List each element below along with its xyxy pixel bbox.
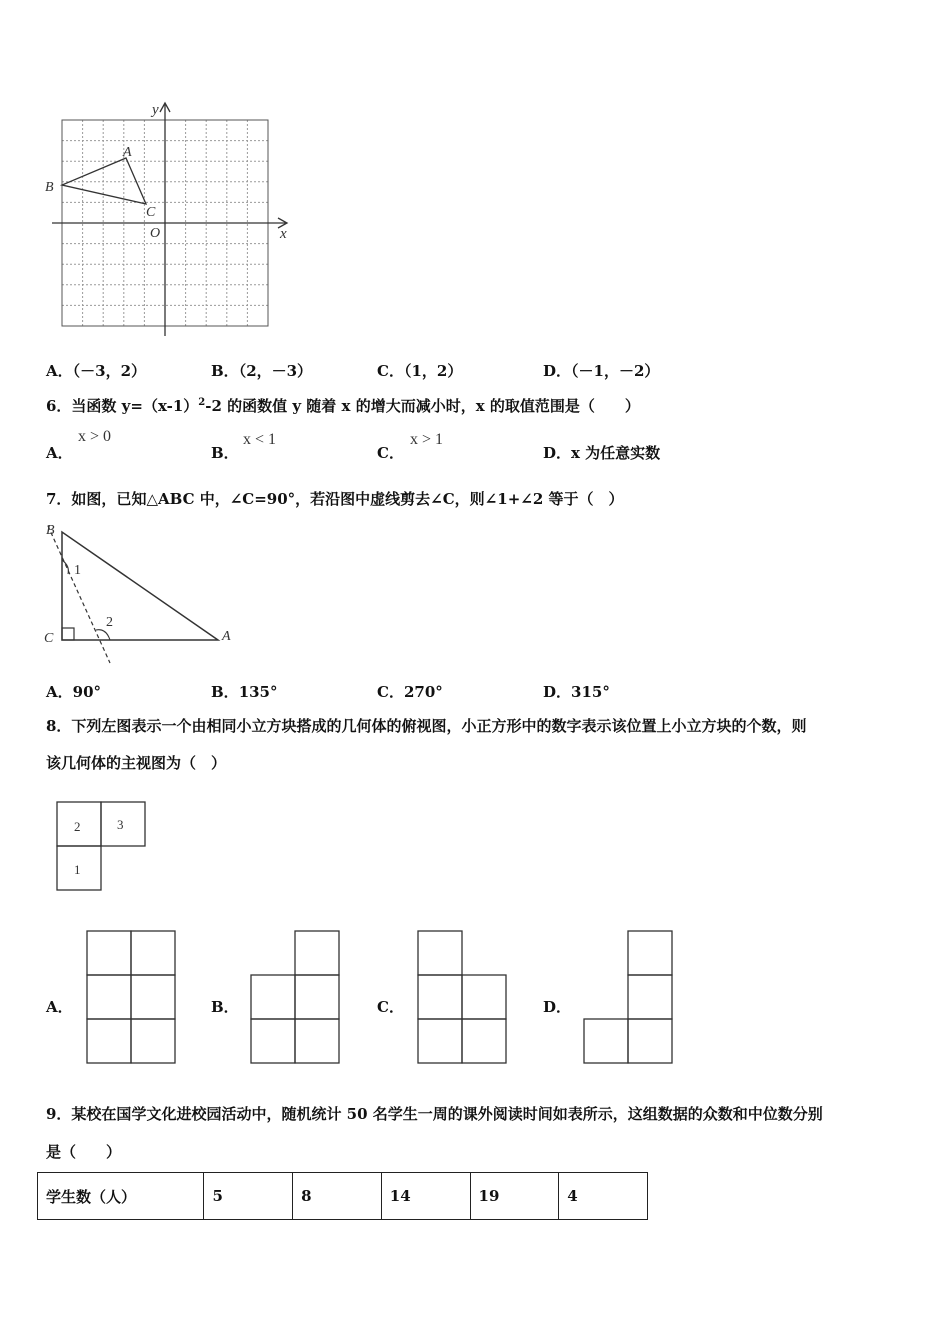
option-letter: B． <box>211 362 239 380</box>
q8-option-d[interactable] <box>543 996 571 1017</box>
value-cell: 5 <box>204 1173 293 1220</box>
q5-option-b[interactable] <box>211 360 312 381</box>
option-letter: C． <box>377 998 404 1016</box>
q6-option-b[interactable] <box>211 442 239 463</box>
q8-option-c[interactable] <box>377 996 404 1017</box>
option-text: （2，－3） <box>238 362 313 380</box>
option-letter: A． <box>46 362 73 380</box>
q8-stem-line1: 8．下列左图表示一个由相同小立方块搭成的几何体的俯视图，小正方形中的数字表示该位置上小立方块的个数，则 <box>46 717 807 735</box>
option-text: x 为任意实数 <box>571 444 661 462</box>
angle-1-arc <box>62 560 68 574</box>
triangle-abc <box>62 158 146 204</box>
option-text: 270° <box>403 683 443 701</box>
q6-option-d[interactable] <box>543 442 660 463</box>
angle-2-arc <box>96 630 110 640</box>
option-letter: B． <box>211 998 239 1016</box>
option-letter: D． <box>543 998 572 1016</box>
q6-option-c[interactable] <box>377 442 404 463</box>
option-letter: C． <box>377 362 404 380</box>
q6-option-c-math: x > 1 <box>410 431 444 448</box>
cut-dashed-line <box>48 526 110 663</box>
option-letter: D． <box>543 683 572 701</box>
angle-1-label: 1 <box>74 563 81 578</box>
q9-stem-line1: 9．某校在国学文化进校园活动中，随机统计 50 名学生一周的课外阅读时间如表所示，这组数据的众数和中位数分别 <box>46 1105 823 1123</box>
q8-top-view <box>55 800 150 892</box>
option-letter: C． <box>377 444 404 462</box>
q8-stem-line2: 该几何体的主视图为（ ） <box>46 754 227 772</box>
option-text: 90° <box>72 683 102 701</box>
q7-triangle-figure <box>40 518 245 668</box>
vertex-c-label: C <box>44 631 54 646</box>
option-letter: C． <box>377 683 404 701</box>
right-angle-mark <box>62 628 74 640</box>
q7-option-c[interactable] <box>377 681 443 702</box>
q9-stem-line2: 是（ ） <box>46 1143 122 1161</box>
q8-option-b[interactable] <box>211 996 239 1017</box>
option-text: （－1，－2） <box>571 362 660 380</box>
q8-option-d-view[interactable] <box>582 929 674 1064</box>
q6-stem-after: -2 的函数值 y 随着 x 的增大而减小时，x 的取值范围是（ ） <box>205 397 640 415</box>
q8-option-a[interactable] <box>46 996 73 1017</box>
vertex-b-label: B <box>46 523 55 538</box>
option-letter: A． <box>46 998 73 1016</box>
q5-coordinate-figure <box>40 98 300 343</box>
option-text: （1，2） <box>403 362 463 380</box>
angle-2-label: 2 <box>106 615 113 630</box>
q5-option-d[interactable] <box>543 360 659 381</box>
q6-exponent: 2 <box>198 397 206 408</box>
row-header-cell: 学生数（人） <box>38 1173 204 1220</box>
q8-option-c-view[interactable] <box>416 929 508 1064</box>
q7-option-d[interactable] <box>543 681 610 702</box>
q6-stem <box>46 395 640 416</box>
option-text: 135° <box>238 683 278 701</box>
point-b-label: B <box>45 180 54 195</box>
axis-y-label: y <box>152 102 159 118</box>
option-letter: A． <box>46 444 73 462</box>
q6-stem-before: 6．当函数 y=（x-1） <box>46 397 199 415</box>
option-text: （－3，2） <box>72 362 147 380</box>
cell-top-right-count: 3 <box>117 817 124 832</box>
value-cell: 8 <box>293 1173 382 1220</box>
option-letter: D． <box>543 362 572 380</box>
q5-option-c[interactable] <box>377 360 462 381</box>
axis-x-label: x <box>280 226 287 242</box>
option-letter: B． <box>211 444 239 462</box>
option-letter: D． <box>543 444 572 462</box>
axes <box>52 103 287 336</box>
q8-option-b-view[interactable] <box>249 929 341 1064</box>
cell-top-left-count: 2 <box>74 819 81 834</box>
vertex-a-label: A <box>222 629 231 644</box>
right-triangle <box>62 532 218 640</box>
cell-bottom-left-count: 1 <box>74 862 81 877</box>
option-letter: B． <box>211 683 239 701</box>
q6-option-b-math: x < 1 <box>243 431 277 448</box>
value-cell: 4 <box>559 1173 648 1220</box>
option-text: 315° <box>571 683 610 701</box>
point-a-label: A <box>123 145 132 160</box>
q9-data-table <box>37 1172 648 1220</box>
point-c-label: C <box>146 205 156 220</box>
origin-label: O <box>150 226 161 241</box>
table-row <box>38 1173 648 1220</box>
q7-stem: 7．如图，已知△ABC 中，∠C=90°，若沿图中虚线剪去∠C，则∠1+∠2 等于（ ） <box>46 490 624 508</box>
q7-option-a[interactable] <box>46 681 101 702</box>
option-letter: A． <box>46 683 73 701</box>
value-cell: 14 <box>381 1173 470 1220</box>
q7-option-b[interactable] <box>211 681 278 702</box>
q5-option-a[interactable] <box>46 360 146 381</box>
q8-option-a-view[interactable] <box>85 929 177 1064</box>
q6-option-a-math: x > 0 <box>78 428 112 445</box>
q6-option-a[interactable] <box>46 442 73 463</box>
value-cell: 19 <box>470 1173 559 1220</box>
